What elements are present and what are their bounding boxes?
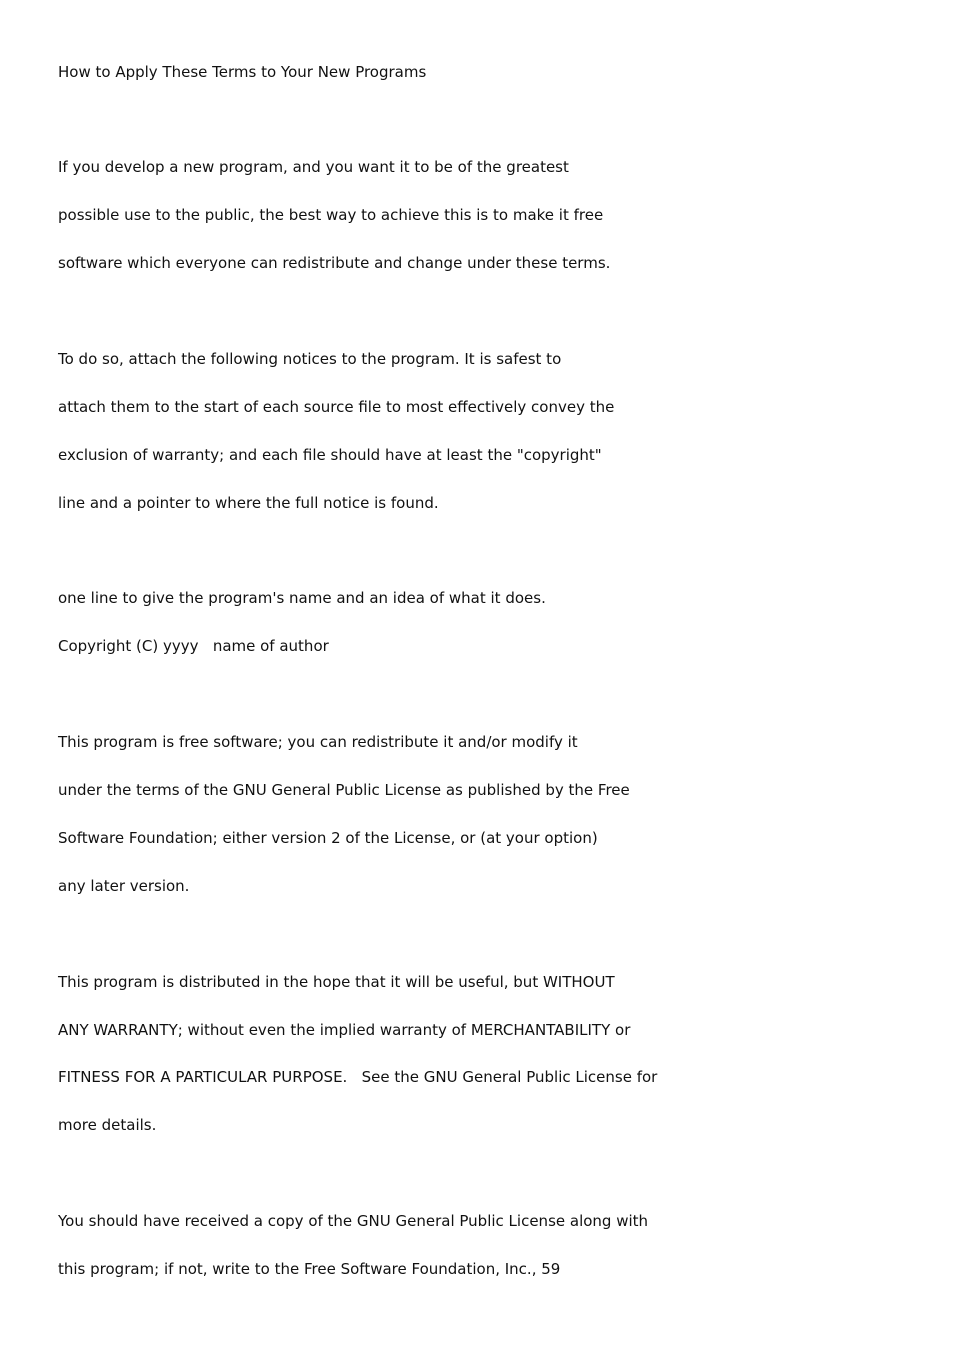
notice-line: FITNESS FOR A PARTICULAR PURPOSE. See the GNU General Public License for [58,1068,658,1086]
notice-line: You should have received a copy of the GNU General Public License along with [58,1212,649,1230]
paragraph-line: exclusion of warranty; and each file should have at least the "copyright" [58,446,602,464]
notice-line: one line to give the program's name and an idea of what it does. [58,589,546,607]
notice-line: more details. [58,1116,157,1134]
paragraph-line: possible use to the public, the best way to achieve this is to make it free [58,206,604,224]
notice-line: This program is distributed in the hope that it will be useful, but WITHOUT [58,973,615,991]
paragraph-line: If you develop a new program, and you want it to be of the greatest [58,158,569,176]
paragraph-line: To do so, attach the following notices to the program. It is safest to [58,350,562,368]
notice-line: ANY WARRANTY; without even the implied warranty of MERCHANTABILITY or [58,1021,631,1039]
notice-line: under the terms of the GNU General Public License as published by the Free [58,781,630,799]
document-title: How to Apply These Terms to Your New Programs [58,63,427,81]
notice-line: Software Foundation; either version 2 of the License, or (at your option) [58,829,598,847]
notice-line: any later version. [58,877,190,895]
notice-line: this program; if not, write to the Free Software Foundation, Inc., 59 [58,1260,561,1278]
notice-line: This program is free software; you can redistribute it and/or modify it [58,733,578,751]
notice-line: Copyright (C) yyyy name of author [58,637,329,655]
paragraph-line: attach them to the start of each source file to most effectively convey the [58,398,615,416]
paragraph-line: line and a pointer to where the full notice is found. [58,494,439,512]
paragraph-line: software which everyone can redistribute and change under these terms. [58,254,611,272]
